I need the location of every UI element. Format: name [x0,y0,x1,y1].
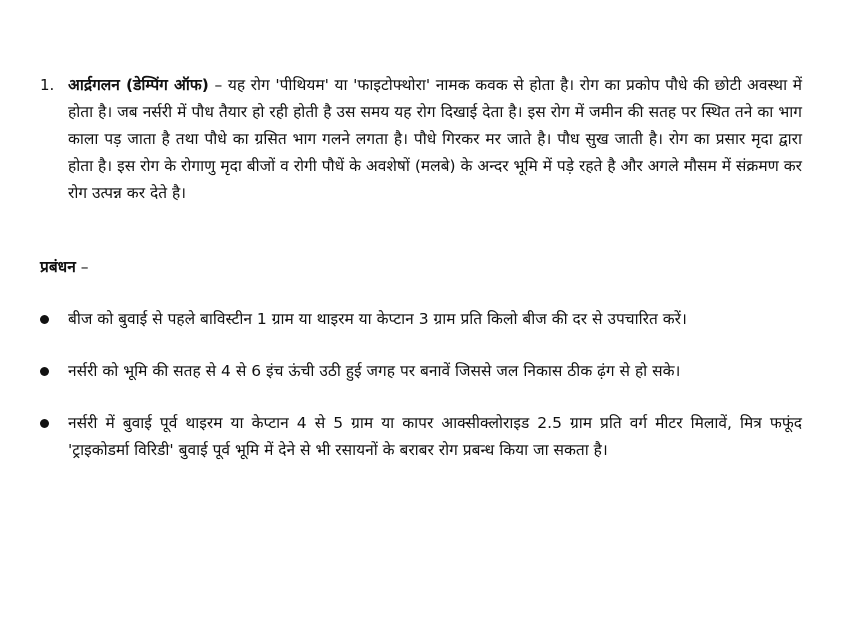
bullet-icon [40,367,49,376]
list-item-text: बीज को बुवाई से पहले बाविस्टीन 1 ग्राम या थाइरम या केप्टान 3 ग्राम प्रति किलो बीज की दर से उपचारित करें। [68,310,687,328]
numbered-section [40,72,802,207]
list-item [40,410,802,464]
list-item [40,306,802,333]
management-heading-dash: – [75,258,89,276]
list-item-text: नर्सरी को भूमि की सतह से 4 से 6 इंच ऊंची उठी हुई जगह पर बनावें जिससे जल निकास ठीक ढ़ंग से हो सके। [68,362,681,380]
bullet-icon [40,315,49,324]
management-heading-text: प्रबंधन [40,258,76,276]
management-heading [40,254,89,281]
section-number: 1. [40,76,55,94]
bullet-icon [40,419,49,428]
section-body-text: – यह रोग 'पीथियम' या 'फाइटोफ्थोरा' नामक कवक से होता है। रोग का प्रकोप पौधे की छोटी अवस्था में होता है। जब नर्सरी में पौध तैयार हो रही होती है उस समय यह रोग दिखाई देता है। इस रोग में जमीन की सतह पर स्थित तने का भाग काला पड़ जाता है तथा पौधे का ग्रसित भाग गलने लगता है। पौधे गिरकर मर जाते है। पौध सुख जाती है। रोग का प्रसार मृदा द्वारा होता है। इस रोग के रोगाणु मृदा बीजों व रोगी पौधें के अवशेषों (मलबे) के अन्दर भूमि में पड़े रहते है और अगले मौसम में संक्रमण कर रोग उत्पन्न कर देते है। [68,76,802,202]
list-item [40,358,802,385]
list-item-text: नर्सरी में बुवाई पूर्व थाइरम या केप्टान 4 से 5 ग्राम या कापर आक्सीक्लोराइड 2.5 ग्राम प्रति वर्ग मीटर मिलावें, मित्र फफूंद 'ट्राइकोडर्मा विरिडी' बुवाई पूर्व भूमि में देने से भी रसायनों के बराबर रोग प्रबन्ध किया जा सकता है। [68,414,802,459]
section-paragraph [68,72,802,207]
management-list [40,306,802,489]
section-title: आर्द्रगलन (डेम्पिंग ऑफ) [68,76,209,94]
